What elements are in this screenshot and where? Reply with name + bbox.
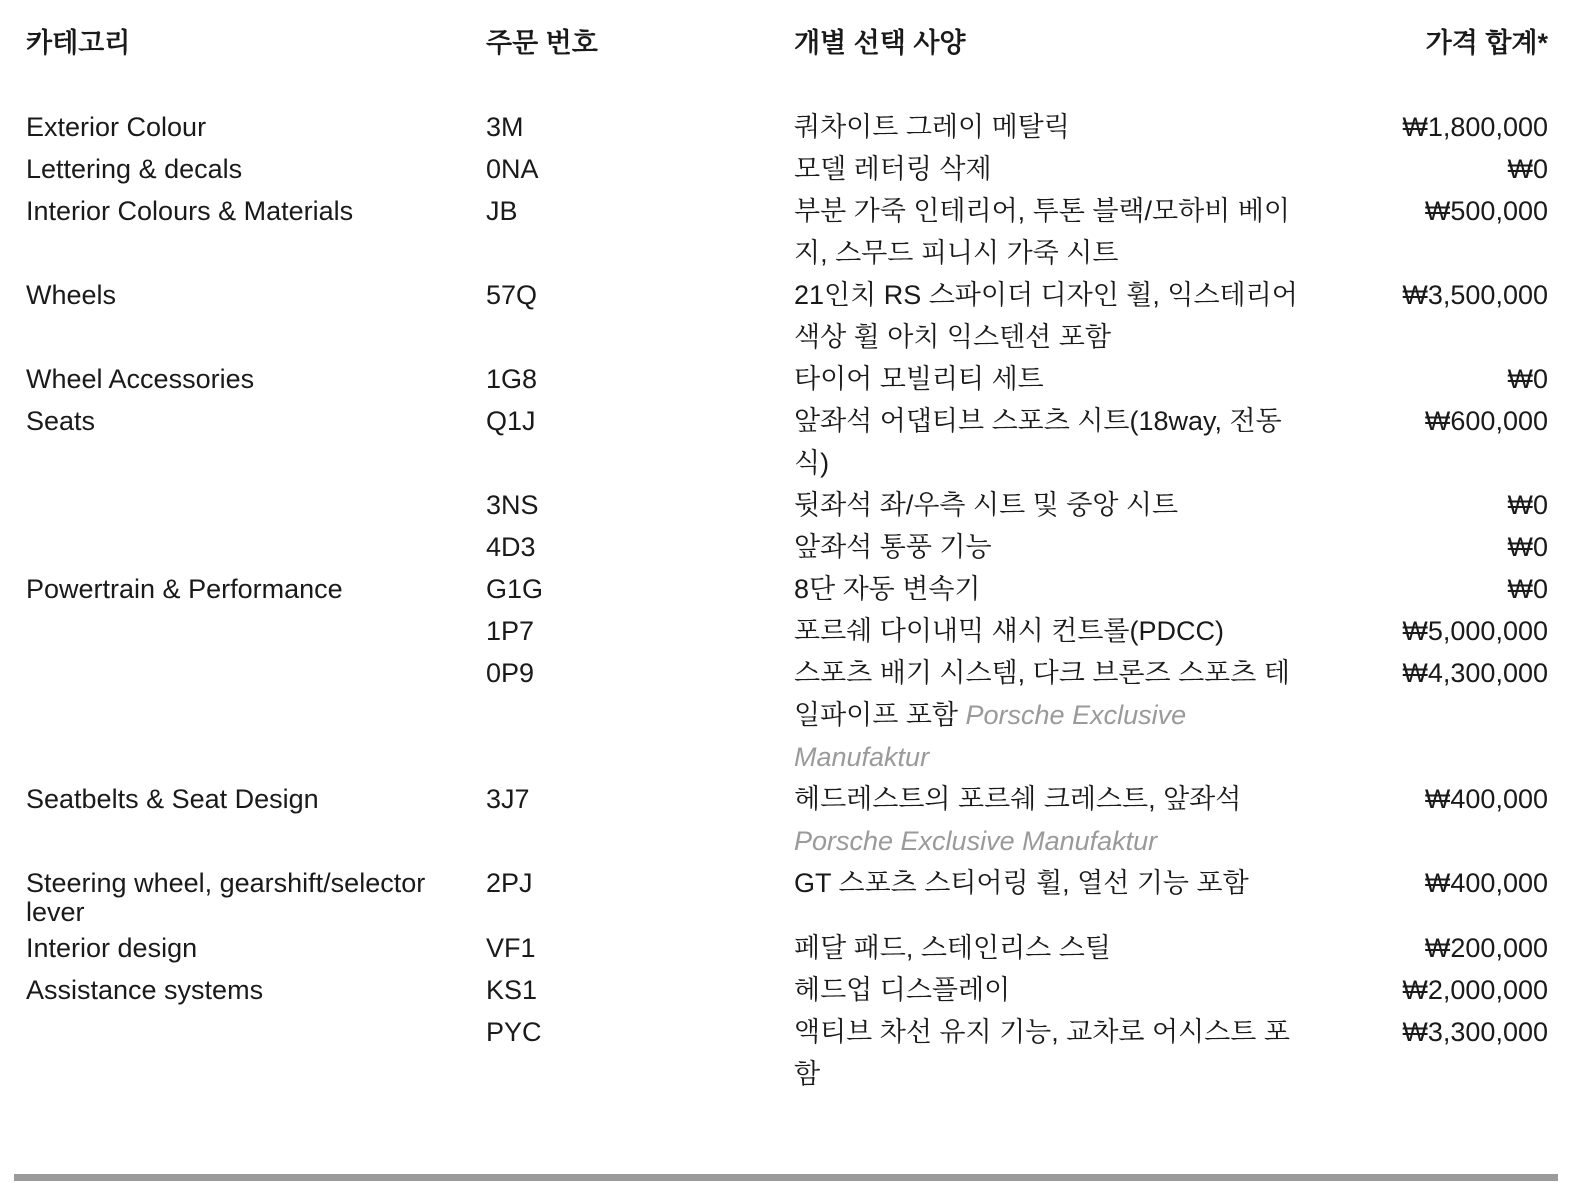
- row-order-code: PYC: [486, 1017, 542, 1047]
- row-option: [794, 358, 1334, 400]
- row-order-code: 57Q: [486, 280, 538, 310]
- row-option-text: 페달 패드, 스테인리스 스틸: [794, 933, 1111, 963]
- row-price: ₩500,000: [1424, 196, 1548, 226]
- table-row: [26, 778, 1548, 862]
- row-order-code: 2PJ: [486, 868, 533, 898]
- table-row: [26, 927, 1548, 969]
- row-option: [794, 927, 1334, 969]
- row-price: ₩5,000,000: [1402, 616, 1548, 646]
- row-price: ₩0: [1507, 532, 1548, 562]
- row-price: ₩3,500,000: [1402, 280, 1548, 310]
- row-category: Seats: [26, 406, 96, 436]
- row-order-code: 1P7: [486, 616, 535, 646]
- row-category: [26, 484, 486, 526]
- row-category: Wheel Accessories: [26, 364, 255, 394]
- row-option: [794, 526, 1334, 568]
- row-order-code: KS1: [486, 975, 538, 1005]
- table-row: [26, 610, 1548, 652]
- row-category: Exterior Colour: [26, 112, 207, 142]
- row-category: Assistance systems: [26, 975, 264, 1005]
- row-order-code: 0P9: [486, 658, 535, 688]
- row-option-text: 모델 레터링 삭제: [794, 154, 992, 184]
- row-option: [794, 190, 1334, 274]
- footer-divider: [14, 1174, 1558, 1181]
- row-order-code: 1G8: [486, 364, 538, 394]
- row-option-text: 8단 자동 변속기: [794, 574, 981, 604]
- row-option: [794, 778, 1334, 862]
- table-row: [26, 358, 1548, 400]
- table-row: [26, 1011, 1548, 1095]
- row-option-text: 스포츠 배기 시스템, 다크 브론즈 스포츠 테일파이프 포함: [794, 658, 1290, 730]
- row-option: [794, 106, 1334, 148]
- row-category: Wheels: [26, 280, 117, 310]
- row-option: [794, 484, 1334, 526]
- table-row: [26, 526, 1548, 568]
- row-option-text: 부분 가죽 인테리어, 투톤 블랙/모하비 베이지, 스무드 피니시 가죽 시트: [794, 196, 1290, 268]
- table-body: [26, 106, 1548, 1095]
- row-option: [794, 1011, 1334, 1095]
- header-category: 카테고리: [26, 28, 131, 58]
- row-option-note: Porsche Exclusive Manufaktur: [794, 700, 1187, 772]
- row-price: ₩0: [1507, 490, 1548, 520]
- row-category: [26, 526, 486, 568]
- row-order-code: G1G: [486, 574, 544, 604]
- row-option: [794, 274, 1334, 358]
- row-order-code: VF1: [486, 933, 536, 963]
- row-option: [794, 969, 1334, 1011]
- row-price: ₩600,000: [1424, 406, 1548, 436]
- row-option: [794, 610, 1334, 652]
- row-option-text: 타이어 모빌리티 세트: [794, 364, 1044, 394]
- row-option-text: 헤드업 디스플레이: [794, 975, 1011, 1005]
- table-row: [26, 484, 1548, 526]
- row-price: ₩2,000,000: [1402, 975, 1548, 1005]
- row-price: ₩1,800,000: [1402, 112, 1548, 142]
- table-row: [26, 106, 1548, 148]
- row-option: [794, 862, 1334, 927]
- row-category: Interior design: [26, 933, 198, 963]
- row-option-text: 포르쉐 다이내믹 섀시 컨트롤(PDCC): [794, 616, 1224, 646]
- row-price: ₩0: [1507, 154, 1548, 184]
- row-option-text: 뒷좌석 좌/우측 시트 및 중앙 시트: [794, 490, 1179, 520]
- row-option-text: 쿼차이트 그레이 메탈릭: [794, 112, 1070, 142]
- row-category: Seatbelts & Seat Design: [26, 784, 319, 814]
- row-order-code: JB: [486, 196, 518, 226]
- table-row: [26, 652, 1548, 778]
- row-category: Interior Colours & Materials: [26, 196, 354, 226]
- table-row: [26, 190, 1548, 274]
- row-option-text: 21인치 RS 스파이더 디자인 휠, 익스테리어 색상 휠 아치 익스텐션 포함: [794, 280, 1298, 352]
- table-row: [26, 969, 1548, 1011]
- row-option-text: GT 스포츠 스티어링 휠, 열선 기능 포함: [794, 868, 1249, 898]
- row-option-text: 헤드레스트의 포르쉐 크레스트, 앞좌석: [794, 784, 1242, 814]
- row-category: [26, 1011, 486, 1095]
- row-order-code: 4D3: [486, 532, 536, 562]
- row-category: Lettering & decals: [26, 154, 243, 184]
- row-price: ₩3,300,000: [1402, 1017, 1548, 1047]
- row-price: ₩200,000: [1424, 933, 1548, 963]
- options-table: [26, 22, 1548, 1095]
- table-header-row: [26, 22, 1548, 106]
- row-order-code: 3NS: [486, 490, 539, 520]
- row-order-code: 0NA: [486, 154, 539, 184]
- row-option: [794, 568, 1334, 610]
- row-price: ₩400,000: [1424, 868, 1548, 898]
- row-order-code: 3J7: [486, 784, 530, 814]
- row-option-note: Porsche Exclusive Manufaktur: [794, 826, 1158, 856]
- row-option: [794, 652, 1334, 778]
- row-price: ₩4,300,000: [1402, 658, 1548, 688]
- row-price: ₩0: [1507, 364, 1548, 394]
- row-category: Powertrain & Performance: [26, 574, 343, 604]
- row-order-code: 3M: [486, 112, 524, 142]
- row-option: [794, 148, 1334, 190]
- row-option-text: 액티브 차선 유지 기능, 교차로 어시스트 포함: [794, 1017, 1290, 1089]
- row-option-text: 앞좌석 통풍 기능: [794, 532, 992, 562]
- row-category: [26, 610, 486, 652]
- table-row: [26, 274, 1548, 358]
- table-row: [26, 148, 1548, 190]
- row-order-code: Q1J: [486, 406, 536, 436]
- table-row: [26, 568, 1548, 610]
- row-price: ₩0: [1507, 574, 1548, 604]
- header-option: 개별 선택 사양: [794, 28, 966, 58]
- table-row: [26, 400, 1548, 484]
- table-row: [26, 862, 1548, 927]
- row-option-text: 앞좌석 어댑티브 스포츠 시트(18way, 전동식): [794, 406, 1282, 478]
- header-price: 가격 합계*: [1425, 28, 1548, 58]
- row-category: [26, 652, 486, 778]
- header-order-number: 주문 번호: [486, 28, 598, 58]
- row-option: [794, 400, 1334, 484]
- row-category: Steering wheel, gearshift/selector lever: [26, 868, 426, 927]
- row-price: ₩400,000: [1424, 784, 1548, 814]
